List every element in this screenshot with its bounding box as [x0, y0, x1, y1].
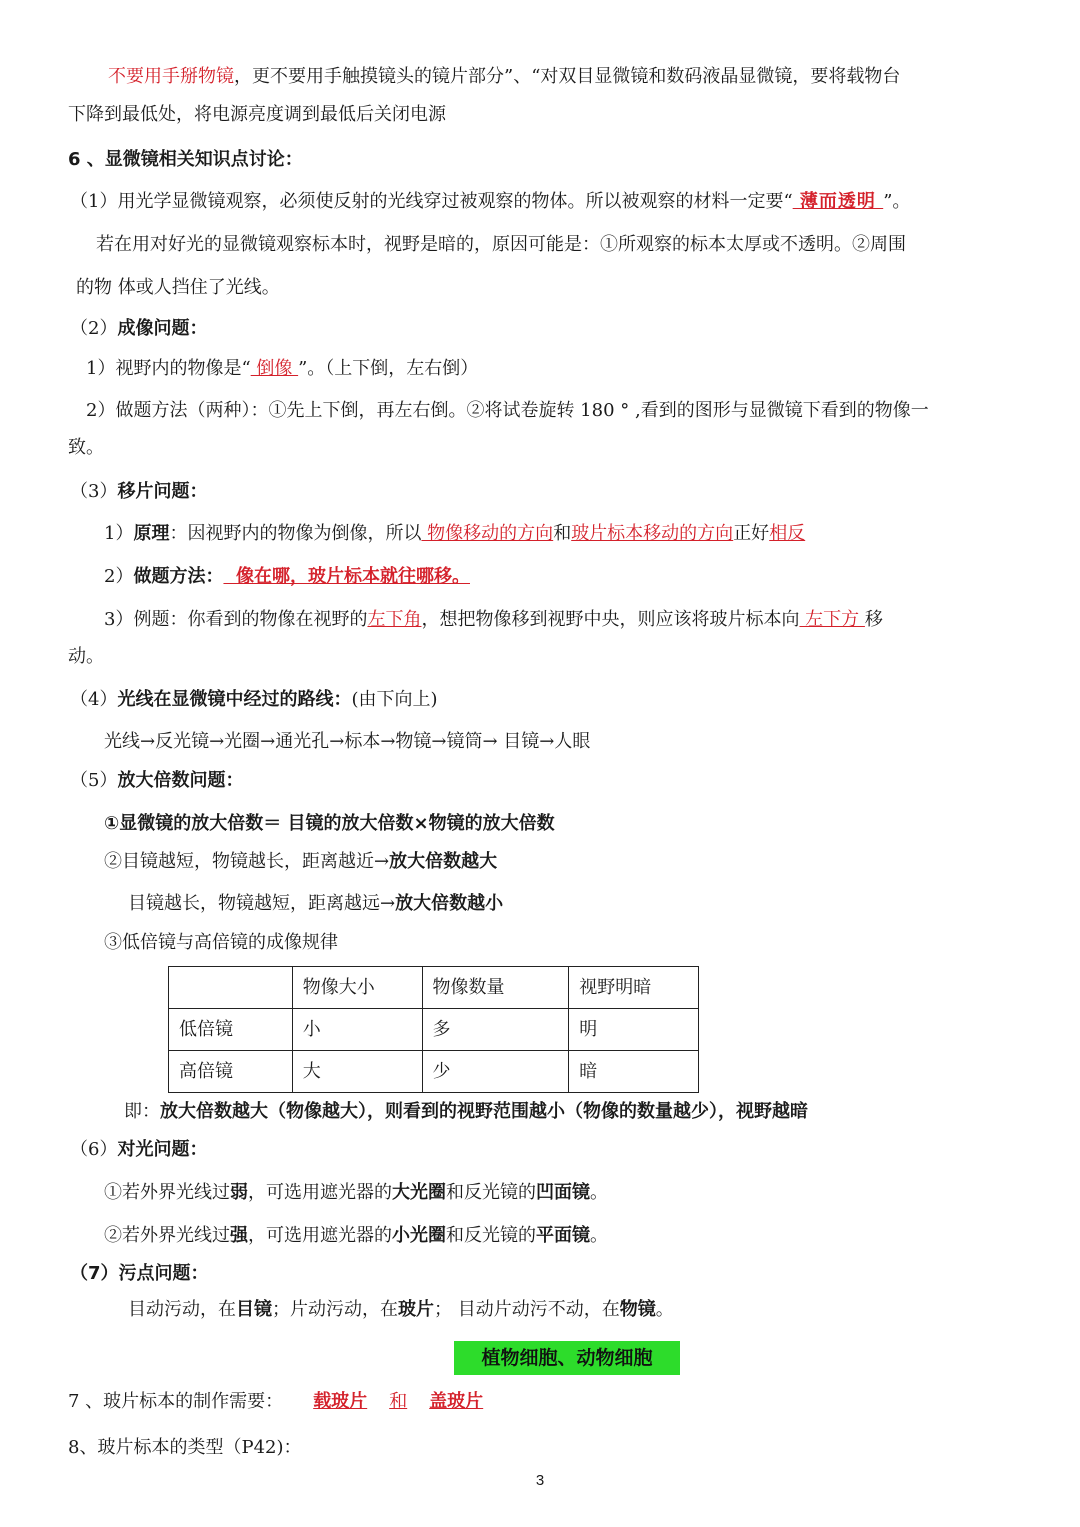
- bold-text: 目镜: [236, 1299, 272, 1320]
- table-cell: 大: [292, 1051, 422, 1093]
- text: 和: [389, 1391, 408, 1412]
- text: 即：: [124, 1101, 160, 1122]
- text: ，可选用遮光器的: [248, 1182, 392, 1203]
- text: 2）: [104, 566, 134, 587]
- answer: 倒像: [250, 358, 299, 379]
- bold-text: 弱: [230, 1182, 248, 1203]
- table-row: [169, 1009, 699, 1051]
- bold-text: 放大倍数越小: [395, 893, 504, 914]
- item-5-c: [128, 893, 503, 915]
- text: 。: [655, 1299, 674, 1320]
- text: 。: [590, 1182, 608, 1203]
- table-cell: 明: [569, 1009, 699, 1051]
- light-path: 光线→反光镜→光圈→通光孔→标本→物镜→镜筒→ 目镜→人眼: [104, 731, 591, 752]
- answer: 左下方: [799, 609, 865, 630]
- answer: 玻片标本移动的方向: [571, 523, 734, 544]
- text: ：因视野内的物像为倒像，所以: [169, 523, 422, 544]
- summary-line: [124, 1101, 808, 1123]
- heading-title: 光线在显微镜中经过的路线：: [117, 689, 352, 710]
- line-1: [108, 66, 900, 88]
- section-banner: 植物细胞、动物细胞: [454, 1341, 680, 1375]
- answer: 薄而透明: [792, 191, 884, 212]
- text: 和反光镜的: [446, 1225, 536, 1246]
- item-2-2: 2）做题方法（两种）：①先上下倒，再左右倒。②将试卷旋转 180 ° ,看到的图形与显微镜下看到的物像一: [86, 400, 929, 421]
- text: ①若外界光线过: [104, 1182, 230, 1203]
- table-cell: 少: [422, 1051, 569, 1093]
- section-8: 8、玻片标本的类型（P42)：: [68, 1437, 302, 1458]
- line-2: 下降到最低处，将电源亮度调到最低后关闭电源: [68, 104, 446, 125]
- item-4-heading: [70, 689, 438, 711]
- section-6-heading: 6 、显微镜相关知识点讨论：: [68, 149, 303, 170]
- note: (由下向上): [351, 689, 438, 710]
- item-6-b: [104, 1225, 608, 1247]
- answer: 物像移动的方向: [421, 523, 554, 544]
- item-1-line-3: 的物 体或人挡住了光线。: [76, 277, 280, 298]
- item-7: [128, 1299, 674, 1321]
- table-header: 物像大小: [292, 967, 422, 1009]
- number: （6）: [70, 1139, 118, 1160]
- text: ；片动污动，在: [272, 1299, 398, 1320]
- text: 目镜越长，物镜越短，距离越远→: [128, 893, 396, 914]
- text: ，可选用遮光器的: [248, 1225, 392, 1246]
- item-3-3: [104, 609, 883, 631]
- bold-text: 平面镜: [536, 1225, 590, 1246]
- text: （1）用光学显微镜观察，必须使反射的光线穿过被观察的物体。所以被观察的材料一定要“: [70, 191, 793, 212]
- item-2-heading: [70, 318, 207, 340]
- bold-text: 强: [230, 1225, 248, 1246]
- bold-text: 物镜: [619, 1299, 656, 1320]
- text: ，想把物像移到视野中央，则应该将玻片标本向: [421, 609, 800, 630]
- page-number: 3: [535, 1472, 545, 1489]
- answer: 载玻片: [313, 1391, 368, 1412]
- bold-text: 玻片: [398, 1299, 434, 1320]
- text: 和反光镜的: [446, 1182, 536, 1203]
- text: ”。（上下倒，左右倒）: [298, 358, 479, 379]
- item-7-heading: （7）污点问题：: [70, 1263, 209, 1284]
- item-3-1: [104, 523, 805, 545]
- heading-title: 放大倍数问题：: [117, 770, 244, 791]
- red-text: 不要用手掰物镜: [108, 66, 234, 87]
- item-2-2-cont: 致。: [68, 437, 104, 458]
- text: ②目镜越短，物镜越长，距离越近→: [104, 851, 390, 872]
- text: 。: [590, 1225, 608, 1246]
- item-2-1: [86, 358, 478, 380]
- label: 做题方法：: [133, 566, 224, 587]
- heading-title: 移片问题：: [117, 481, 208, 502]
- number: （4）: [70, 689, 118, 710]
- item-5-a: ①显微镜的放大倍数＝ 目镜的放大倍数×物镜的放大倍数: [104, 813, 555, 834]
- bold-text: 凹面镜: [536, 1182, 590, 1203]
- text: 目动污动，在: [128, 1299, 236, 1320]
- text: ”。: [883, 191, 911, 212]
- item-5-d: ③低倍镜与高倍镜的成像规律: [104, 932, 338, 953]
- item-1-line-2: 若在用对好光的显微镜观察标本时，视野是暗的，原因可能是：①所观察的标本太厚或不透明。②周围: [96, 234, 906, 255]
- label: 原理: [133, 523, 170, 544]
- text: 7 、玻片标本的制作需要：: [68, 1391, 284, 1412]
- item-3-heading: [70, 481, 207, 503]
- bold-text: 大光圈: [392, 1182, 446, 1203]
- text: ； 目动片动污不动，在: [434, 1299, 620, 1320]
- table-cell: 高倍镜: [169, 1051, 293, 1093]
- number: （5）: [70, 770, 118, 791]
- item-3-2: [104, 566, 470, 588]
- answer: 盖玻片: [429, 1391, 484, 1412]
- item-1: [70, 191, 910, 213]
- text: ，更不要用手触摸镜头的镜片部分”、“对双目显微镜和数码液晶显微镜，要将载物台: [234, 66, 901, 87]
- section-7: [68, 1391, 521, 1413]
- text: 1）视野内的物像是“: [86, 358, 251, 379]
- heading-title: 对光问题：: [117, 1139, 208, 1160]
- item-6-a: [104, 1182, 608, 1204]
- bold-text: 放大倍数越大（物像越大），则看到的视野范围越小（物像的数量越少），视野越暗: [160, 1101, 808, 1122]
- text: 移: [864, 609, 883, 630]
- text: 1）: [104, 523, 134, 544]
- table-header: [169, 967, 293, 1009]
- item-6-heading: [70, 1139, 207, 1161]
- table-cell: 低倍镜: [169, 1009, 293, 1051]
- number: （2）: [70, 318, 118, 339]
- item-5-heading: [70, 770, 243, 792]
- table-row: [169, 1051, 699, 1093]
- text: ②若外界光线过: [104, 1225, 230, 1246]
- item-5-b: [104, 851, 497, 873]
- text: 和: [553, 523, 572, 544]
- answer: 相反: [769, 523, 806, 544]
- table-header: 视野明暗: [569, 967, 699, 1009]
- bold-text: 放大倍数越大: [389, 851, 498, 872]
- comparison-table: [168, 966, 699, 1093]
- table-cell: 多: [422, 1009, 569, 1051]
- table-cell: 小: [292, 1009, 422, 1051]
- table-cell: 暗: [569, 1051, 699, 1093]
- table-header-row: [169, 967, 699, 1009]
- answer: 像在哪，玻片标本就往哪移。: [223, 566, 470, 587]
- answer-blank: [283, 1391, 521, 1413]
- item-3-3-cont: 动。: [68, 646, 104, 667]
- answer: 左下角: [367, 609, 422, 630]
- bold-text: 小光圈: [392, 1225, 446, 1246]
- number: （3）: [70, 481, 118, 502]
- text: 3）例题：你看到的物像在视野的: [104, 609, 368, 630]
- text: 正好: [733, 523, 770, 544]
- table-header: 物像数量: [422, 967, 569, 1009]
- heading-title: 成像问题：: [117, 318, 208, 339]
